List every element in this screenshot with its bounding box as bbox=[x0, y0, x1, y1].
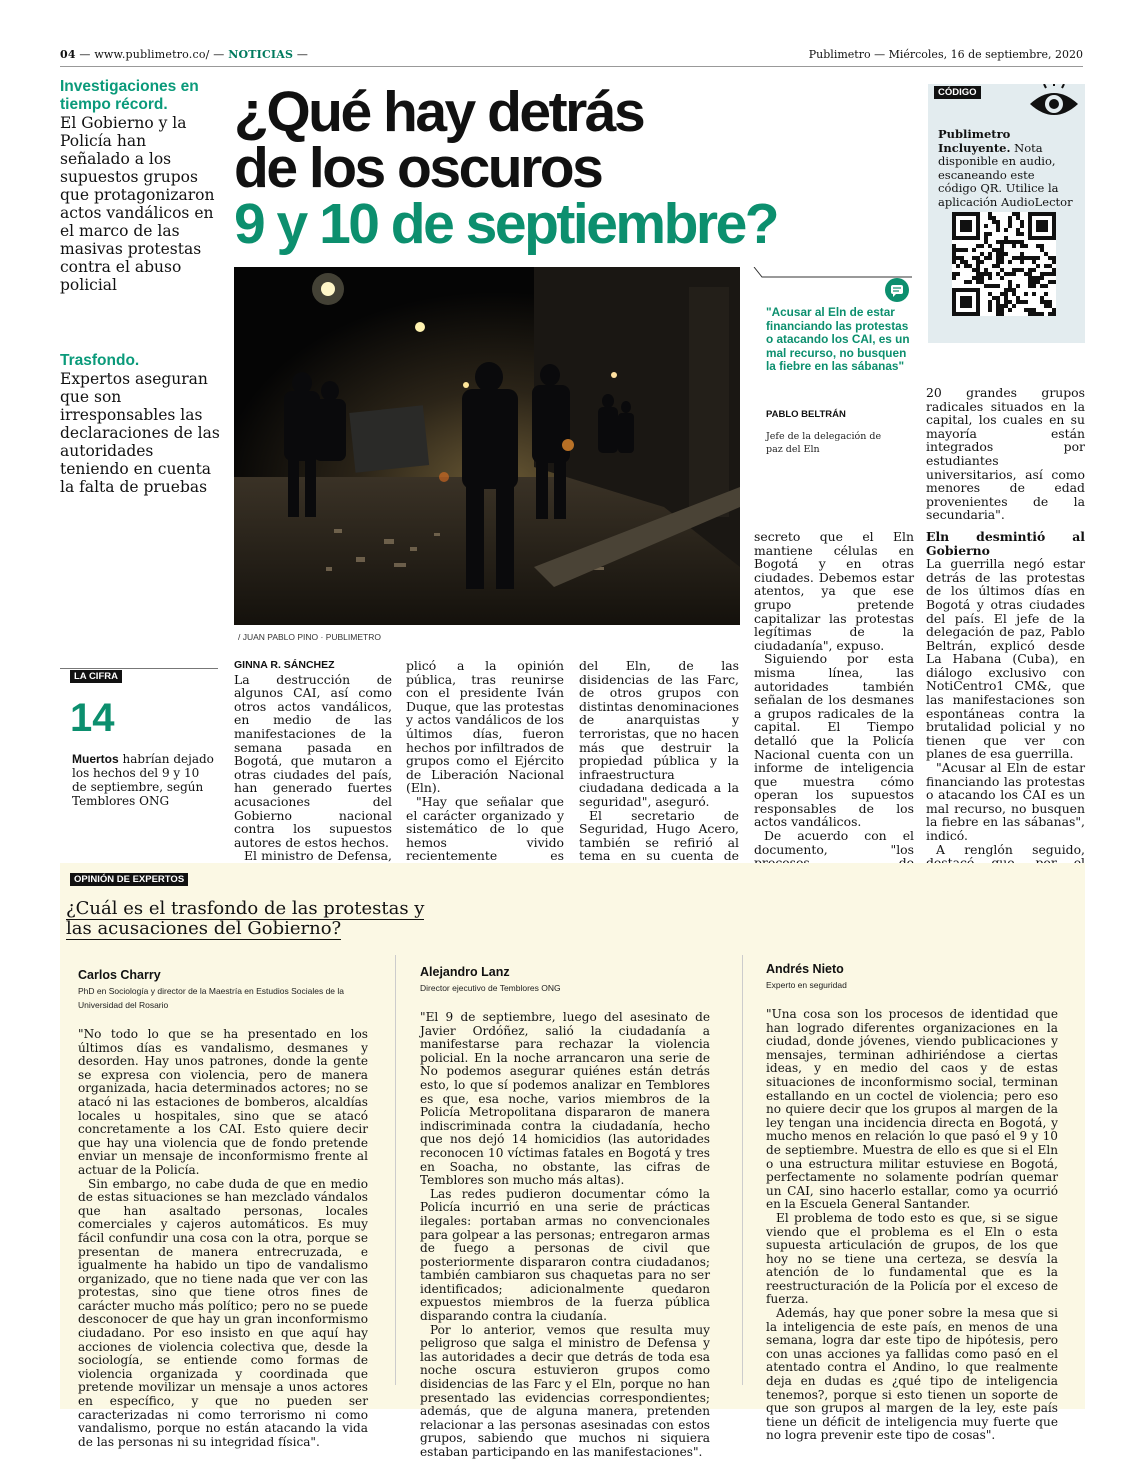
paragraph: 20 grandes grupos radicales situados en la capital, los cuales en su mayoría están integrados por estudiantes universitarios, así como menores de edad provenientes de la secundaria". bbox=[926, 385, 1085, 523]
paragraph: El secretario de Seguridad, Hugo Acero, también se refirió al tema en su cuenta de bbox=[579, 807, 739, 864]
paragraph: El ministro de Defensa, bbox=[244, 848, 392, 864]
code-body: Nota disponible en audio, escaneando este código QR. Utilice la aplicación AudioLector bbox=[938, 140, 1073, 209]
paragraph: "No todo lo que se ha presentado en los últimos días es vandalismo, desmanes y desorden. Hay unos patrones, donde la gente se expresa con violencia, pero de manera organizada, hacia determinados actores; no se atacó ni las estaciones de bomberos, alcaldías locales u hospitales, sino que se atacó concretamente a los CAI. Esto quiere decir que hay una violencia que de fondo pretende enviar un mensaje de inconformismo frente al actuar de la Policía. bbox=[78, 1027, 368, 1177]
eye-icon bbox=[1026, 84, 1082, 124]
paragraph: Las redes pudieron documentar cómo la Policía incurrió en una serie de prácticas ilegales: portaban armas no convencionales para golpear a las personas; entregaron armas de fuego a personas de civil que posteriormente dispararon contra ciudadanos; también cambiaron sus chaquetas para no ser identificados; adicionalmente quedaron expuestos miembros de la fuerza pública disparando contra la ciudanía. bbox=[420, 1186, 710, 1324]
qr-code[interactable] bbox=[952, 212, 1056, 316]
paragraph: Sin embargo, no cabe duda de que en medio de estas situaciones se han mezclado vándalos que han asaltado personas, locales comerciales y cajeros automáticos. Es muy fácil confundir una cosa con la otra, porque se presentan de manera entrecruzada, e igualmente ha habido un tipo de vandalismo organizado, que no tiene nada que ver con las protestas, sino que tiene otros fines de carácter mucho más político; pero no se puede desconocer de que hay un gran inconformismo ciudadano. Por eso insisto en que aquí hay acciones de violencia colectiva que, desde la sociología, se entiende como formas de violencia organizada y coordinada que pretende movilizar un mensaje a unos actores en específico, y que no pueden ser caracterizadas ni como terrorismo ni como vandalismo, porque no están atacando la vida de las personas ni su integridad física". bbox=[78, 1176, 368, 1449]
paragraph: La guerrilla negó estar detrás de las protestas de los últimos días en Bogotá y otras ciudades del país. El jefe de la delegación de paz, Pablo Beltrán, explicó desde La Habana (Cuba), en diálogo exclusivo con NotiCentro1 CM&, que las manifestaciones son espontáneas contra la brutalidad policial y no tienen que ver con planes de esa guerrilla. bbox=[926, 556, 1085, 762]
page-number: 04 bbox=[60, 48, 76, 61]
expert-opinion-2 bbox=[420, 965, 710, 1460]
lead-text-2: Expertos aseguran que son irresponsables las declaraciones de las autoridades teniendo en cuenta la falta de pruebas bbox=[60, 370, 220, 496]
quote-icon bbox=[884, 277, 910, 303]
site-url[interactable]: www.publimetro.co/ bbox=[94, 48, 210, 61]
cifra-body: habrían dejado los hechos del 9 y 10 de septiembre, según Temblores ONG bbox=[72, 752, 214, 808]
code-label: CÓDIGO bbox=[934, 86, 981, 99]
lead-block-2 bbox=[60, 352, 220, 496]
opinion-title-line-2: las acusaciones del Gobierno? bbox=[66, 918, 342, 939]
opinion-title bbox=[66, 899, 446, 939]
lead-block-1 bbox=[60, 78, 220, 294]
code-description bbox=[938, 128, 1073, 209]
paragraph: plicó a la opinión pública, tras reunirse con el presidente Iván Duque, que las protestas y actos vandálicos de los últimos días, fueron hechos por infiltrados de grupos como el Ejército de Liberación Nacional (Eln). bbox=[406, 658, 564, 796]
opinion-label: OPINIÓN DE EXPERTOS bbox=[70, 873, 188, 886]
paragraph: Siguiendo por esta misma línea, las autoridades también señalan de los desmanes a grupos radicales de la capital. El Tiempo detalló que la Policía Nacional cuenta con un informe de inteligencia que muestra cómo operan los supuestos responsables de los actos vandálicos. bbox=[754, 651, 914, 830]
paragraph: secreto que el Eln mantiene células en Bogotá y en otras ciudades. Debemos estar atentos, ya que ese grupo pretende capitalizar las protestas legítimas de la ciudadanía", expuso. bbox=[754, 529, 914, 653]
page-header-left: 04 — www.publimetro.co/ — NOTICIAS — bbox=[60, 48, 309, 61]
news-photo bbox=[234, 267, 740, 625]
paragraph: La destrucción de algunos CAI, así como otros actos vandálicos, en medio de las manifestaciones de la semana pasada en Bogotá, que mutaron a otras ciudades del país, han generado fuertes acusaciones del Gobierno nacional contra los supuestos autores de estos hechos. bbox=[234, 671, 392, 850]
expert-name: Alejandro Lanz bbox=[420, 965, 510, 979]
expert-name: Andrés Nieto bbox=[766, 962, 844, 976]
headline-line-1: ¿Qué hay detrás bbox=[234, 80, 644, 144]
header-rule bbox=[60, 66, 1083, 67]
article-column-2 bbox=[406, 659, 564, 890]
photo-credit: / JUAN PABLO PINO · PUBLIMETRO bbox=[238, 632, 381, 642]
pull-quote: "Acusar al Eln de estar financiando las protestas o atacando los CAI, es un mal recurso, no busquen la fiebre en las sábanas" bbox=[766, 305, 910, 373]
code-title: Publimetro Incluyente. bbox=[938, 127, 1011, 155]
headline bbox=[234, 80, 924, 256]
opinion-title-line-1: ¿Cuál es el trasfondo de las protestas y bbox=[66, 898, 425, 919]
cifra-rule bbox=[60, 668, 218, 669]
paragraph: "El 9 de septiembre, luego del asesinato de Javier Ordóñez, salió la ciudadanía a manifestarse para rechazar la violencia policial. En la noche arrancaron una serie de No podemos asegurar quiénes están detrás esto, lo que sí podemos analizar en Temblores es que, esa noche, varios miembros de la Policía Metropolitana dispararon de manera indiscriminada contra la ciudadanía, hecho que nos dejó 14 homicidios (las autoridades reconocen 10 víctimas fatales en Bogotá y tres en Soacha, no obstante, las cifras de Temblores son mucho más altas). bbox=[420, 1010, 710, 1188]
article-column-1 bbox=[234, 659, 392, 890]
column-divider bbox=[742, 955, 743, 1385]
cifra-number: 14 bbox=[70, 696, 115, 740]
cifra-text bbox=[72, 752, 217, 808]
paragraph: A renglón seguido, bbox=[936, 841, 1085, 857]
cifra-label: LA CIFRA bbox=[70, 670, 122, 683]
headline-line-3: 9 y 10 de septiembre? bbox=[234, 192, 778, 256]
column-divider bbox=[395, 955, 396, 1385]
paragraph: El problema de todo esto es que, si se sigue viendo que el problema es el Eln o esta supuesta articulación de grupos, de los que hoy no se tiene una certeza, se desvía la atención de lo fundamental que es la reestructuración de la Policía por el exceso de fuerza. bbox=[766, 1210, 1058, 1307]
article-column-5 bbox=[926, 386, 1085, 924]
expert-role: PhD en Sociología y director de la Maestría en Estudios Sociales de la Universidad del Rosario bbox=[78, 986, 345, 1010]
lead-text-1: El Gobierno y la Policía han señalado a los supuestos grupos que protagonizaron actos vandálicos en el marco de las masivas protestas contra el abuso policial bbox=[60, 114, 215, 294]
paragraph: Por lo anterior, vemos que resulta muy peligroso que salga el ministro de Defensa y las autoridades a decir que detrás de toda esa noche oscura estuvieron grupos como disidencias de las Farc y el Eln, porque no han presentado las evidencias correspondientes; además, que de alguna manera, pretenden relacionar a las personas asesinadas con estos grupos, sabiendo que muchos ni siquiera estaban participando en las manifestaciones". bbox=[420, 1322, 710, 1459]
cifra-bold: Muertos bbox=[72, 752, 119, 766]
expert-role: Director ejecutivo de Temblores ONG bbox=[420, 983, 561, 993]
page-header-right: Publimetro — Miércoles, 16 de septiembre, 2020 bbox=[808, 48, 1083, 61]
lead-title-1: Investigaciones en tiempo récord. bbox=[60, 78, 199, 113]
subheading: Eln desmintió al Gobierno bbox=[926, 528, 1085, 558]
paragraph: "Una cosa son los procesos de identidad que han logrado diferentes organizaciones en la ciudad, donde jóvenes, viendo publicaciones y mensajes, terminan adhiriéndose a ciertas ideas, y en medio del caos y de estas situaciones de inconformismo social, terminan estallando en un coctel de violencia; pero eso no quiere decir que los grupos al margen de la ley tengan una incidencia directa en Bogotá, y mucho menos en relación lo que pasó el 9 y 10 de septiembre. Muestra de ello es que si el Eln o una estructura militar estuviese en Bogotá, perfectamente no solamente podrían quemar un CAI, sino hacerlo estallar, como ya ocurrió en la Escuela General Santander. bbox=[766, 1007, 1058, 1212]
paragraph: "Acusar al Eln de estar financiando las protestas o atacando los CAI es un mal recurso, no busquen la fiebre en las sábanas", indicó. bbox=[926, 760, 1085, 843]
expert-opinion-3 bbox=[766, 962, 1058, 1443]
quote-author-role: Jefe de la delegación de paz del Eln bbox=[766, 431, 882, 455]
expert-name: Carlos Charry bbox=[78, 968, 161, 982]
article-column-3 bbox=[579, 659, 739, 890]
byline: GINNA R. SÁNCHEZ bbox=[234, 659, 335, 671]
headline-line-2: de los oscuros bbox=[234, 136, 602, 200]
paragraph: "Hay que señalar que el carácter organizado y sistemático de lo que hemos vivido recientemente es bbox=[406, 793, 564, 864]
expert-role: Experto en seguridad bbox=[766, 980, 847, 990]
section-name: NOTICIAS bbox=[228, 48, 294, 61]
quote-author: PABLO BELTRÁN bbox=[766, 409, 846, 420]
paragraph: De acuerdo con el documento, "los bbox=[754, 828, 914, 857]
expert-opinion-1 bbox=[78, 968, 368, 1449]
paragraph: Además, hay que poner sobre la mesa que si la inteligencia de este país, en menos de una semana, logra dar este tipo de hipótesis, pero con unas acciones ya fallidas como pasó en el atentado contra el Andino, lo que realmente deja en dudas es ¿qué tipo de inteligencia tenemos?, porque si esto tienen un soporte de que son grupos al margen de la ley, este país tiene un déficit de inteligencia muy fuerte que no logra prevenir este tipo de cosas". bbox=[766, 1306, 1058, 1443]
lead-title-2: Trasfondo. bbox=[60, 352, 140, 369]
paragraph: del Eln, de las disidencias de las Farc, de otros grupos con distintas denominaciones de anarquistas y terroristas, que no hacen más que destruir la propiedad pública y la infraestructura ciudadana dedicada a la seguridad", aseguró. bbox=[579, 658, 739, 809]
